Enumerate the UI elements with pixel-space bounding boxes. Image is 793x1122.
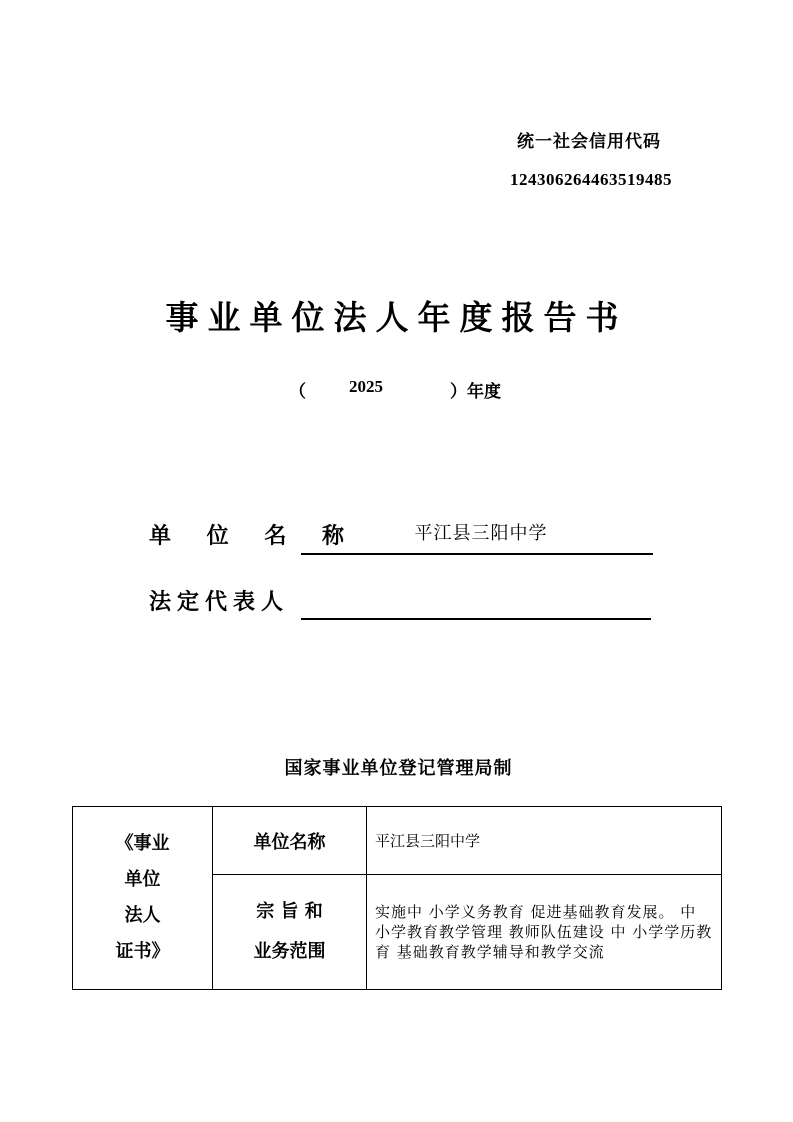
side-line: 证书》 [115,941,170,962]
unit-name-value: 平江县三阳中学 [414,523,548,544]
unit-name-label: 单 位 名 称 [149,524,358,549]
certificate-table [72,806,722,990]
cert-scope-label [213,875,367,990]
scope-label-line: 宗 旨 和 [256,901,323,922]
side-line: 单位 [124,869,161,890]
page-title: 事业单位法人年度报告书 [165,298,628,337]
year-suffix: ）年度 [450,382,501,402]
legal-rep-label: 法定代表人 [149,590,290,615]
cert-name-label: 单位名称 [213,807,367,875]
unit-name-field [301,520,653,555]
year-open-paren: （ [289,382,306,402]
certificate-side-label [73,807,213,990]
side-line: 法人 [124,905,161,926]
certificate-row-name [73,807,722,875]
cert-name-value: 平江县三阳中学 [367,807,722,875]
scope-label-line: 业务范围 [253,941,326,962]
scope-text: 实施中 小学义务教育 促进基础教育发展。 中 小学教育教学管理 教师队伍建设 中 小学学历教育 基础教育教学辅导和教学交流 [375,903,713,961]
side-line: 《事业 [115,833,170,854]
credit-code-value: 12430626446351948​5 [510,170,672,189]
legal-rep-field [301,586,651,620]
report-year: 2025 [349,377,383,396]
credit-code-label: 统一社会信用代码 [517,132,661,152]
cert-scope-value [367,875,722,990]
issuer-line: 国家事业单位登记管理局制 [284,758,513,779]
